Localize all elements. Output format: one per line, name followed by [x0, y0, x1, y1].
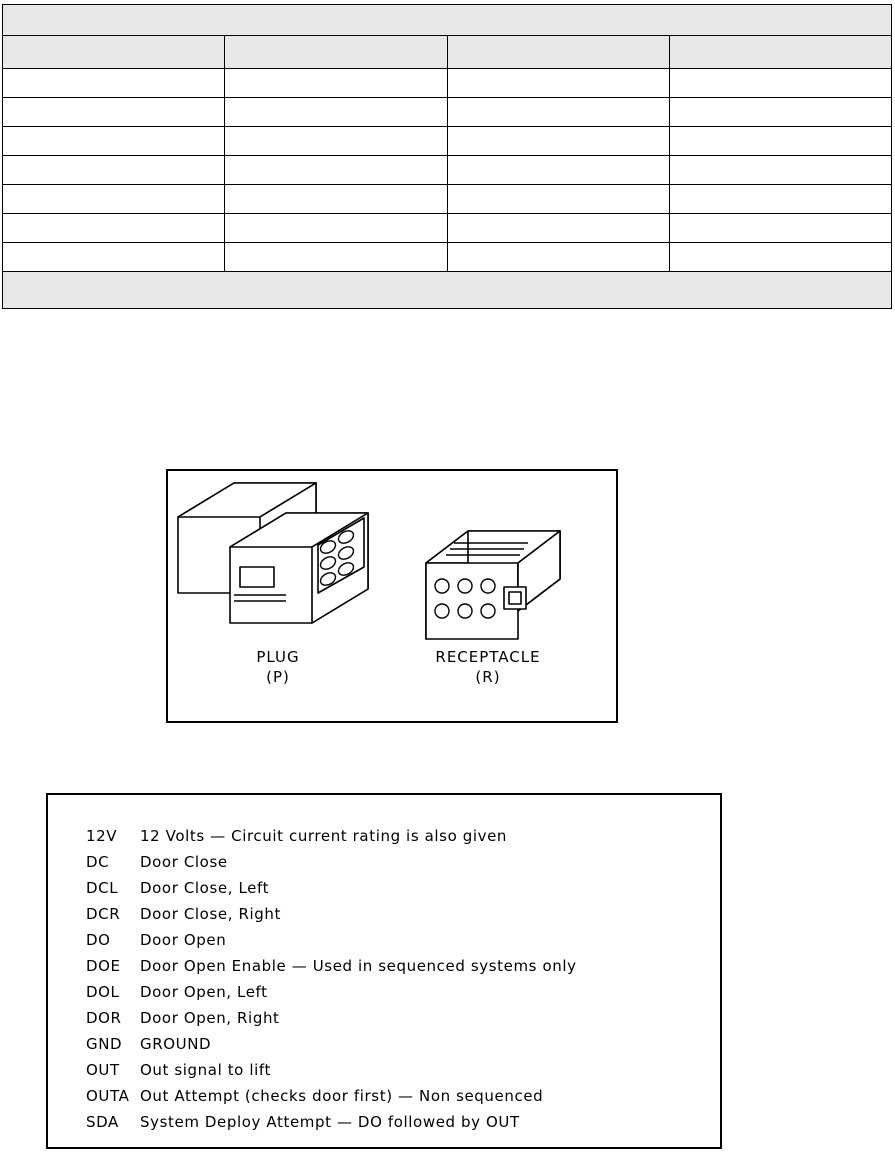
abbreviation-description: Door Open, Right: [140, 1009, 280, 1027]
abbreviation-description: Door Open, Left: [140, 983, 268, 1001]
table-cell: [3, 127, 225, 156]
table-cell: [3, 185, 225, 214]
abbreviation-code: DOR: [86, 1009, 122, 1027]
table-cell: [225, 185, 447, 214]
table-footer-band: [3, 272, 892, 309]
list-item: [48, 1083, 720, 1109]
plug-caption: [178, 647, 378, 687]
abbreviation-description: Door Close, Right: [140, 905, 281, 923]
abbreviation-code: DO: [86, 931, 111, 949]
abbreviation-code: DOL: [86, 983, 120, 1001]
plug-caption-line1: PLUG: [256, 648, 300, 666]
abbreviation-code: GND: [86, 1035, 123, 1053]
table-row: [3, 214, 892, 243]
table-header-cell: [3, 36, 225, 69]
table-cell: [669, 156, 891, 185]
table-row: [3, 243, 892, 272]
abbreviation-code: SDA: [86, 1113, 119, 1131]
table-cell: [225, 214, 447, 243]
abbreviation-legend-box: [46, 793, 722, 1149]
table-cell: [669, 69, 891, 98]
table-cell: [669, 243, 891, 272]
abbreviation-description: Door Close, Left: [140, 879, 270, 897]
list-item: [48, 927, 720, 953]
table-header-cell: [447, 36, 669, 69]
list-item: [48, 1031, 720, 1057]
plug-caption-line2: (P): [266, 668, 290, 686]
receptacle-caption: [378, 647, 598, 687]
abbreviation-code: DOE: [86, 957, 121, 975]
table-cell: [447, 98, 669, 127]
table-cell: [3, 69, 225, 98]
plug-latch-window: [240, 567, 274, 587]
table-cell: [3, 243, 225, 272]
spec-table: [2, 4, 892, 309]
abbreviation-description: GROUND: [140, 1035, 212, 1053]
table-cell: [225, 243, 447, 272]
abbreviation-description: Door Close: [140, 853, 228, 871]
table-cell: [3, 156, 225, 185]
list-item: [48, 1005, 720, 1031]
abbreviation-code: DC: [86, 853, 110, 871]
table-cell: [447, 156, 669, 185]
list-item: [48, 979, 720, 1005]
table-cell: [669, 185, 891, 214]
table-header-cell: [225, 36, 447, 69]
list-item: [48, 901, 720, 927]
table-cell: [447, 69, 669, 98]
abbreviation-code: DCR: [86, 905, 121, 923]
abbreviation-code: OUTA: [86, 1087, 130, 1105]
table-cell: [447, 127, 669, 156]
table-cell: [225, 127, 447, 156]
connector-figure: [166, 469, 618, 723]
receptacle-caption-line1: RECEPTACLE: [435, 648, 541, 666]
table-cell: [447, 185, 669, 214]
table-cell: [669, 214, 891, 243]
list-item: [48, 875, 720, 901]
list-item: [48, 1057, 720, 1083]
table-row: [3, 272, 892, 309]
abbreviation-description: System Deploy Attempt — DO followed by OUT: [140, 1113, 520, 1131]
table-row: [3, 127, 892, 156]
list-item: [48, 953, 720, 979]
recep-latch-tab-inner: [509, 592, 521, 604]
table-cell: [3, 214, 225, 243]
table-row: [3, 185, 892, 214]
abbreviation-description: Out Attempt (checks door first) — Non sequenced: [140, 1087, 544, 1105]
table-cell: [225, 98, 447, 127]
table-cell: [3, 98, 225, 127]
table-cell: [447, 214, 669, 243]
abbreviation-code: DCL: [86, 879, 119, 897]
abbreviation-list: [48, 795, 720, 1135]
list-item: [48, 823, 720, 849]
table-top-band: [3, 5, 892, 36]
abbreviation-code: OUT: [86, 1061, 120, 1079]
table-cell: [669, 98, 891, 127]
table-header-cell: [669, 36, 891, 69]
table-cell: [447, 243, 669, 272]
table-row: [3, 98, 892, 127]
list-item: [48, 1109, 720, 1135]
abbreviation-description: Door Open: [140, 931, 227, 949]
table-row: [3, 69, 892, 98]
abbreviation-code: 12V: [86, 827, 118, 845]
receptacle-caption-line2: (R): [475, 668, 501, 686]
table-cell: [225, 156, 447, 185]
list-item: [48, 849, 720, 875]
table-row: [3, 5, 892, 36]
table-cell: [225, 69, 447, 98]
table-row: [3, 156, 892, 185]
table-row: [3, 36, 892, 69]
abbreviation-description: 12 Volts — Circuit current rating is also given: [140, 827, 508, 845]
spec-table-body: [3, 5, 892, 309]
table-cell: [669, 127, 891, 156]
abbreviation-description: Door Open Enable — Used in sequenced systems only: [140, 957, 577, 975]
abbreviation-description: Out signal to lift: [140, 1061, 271, 1079]
